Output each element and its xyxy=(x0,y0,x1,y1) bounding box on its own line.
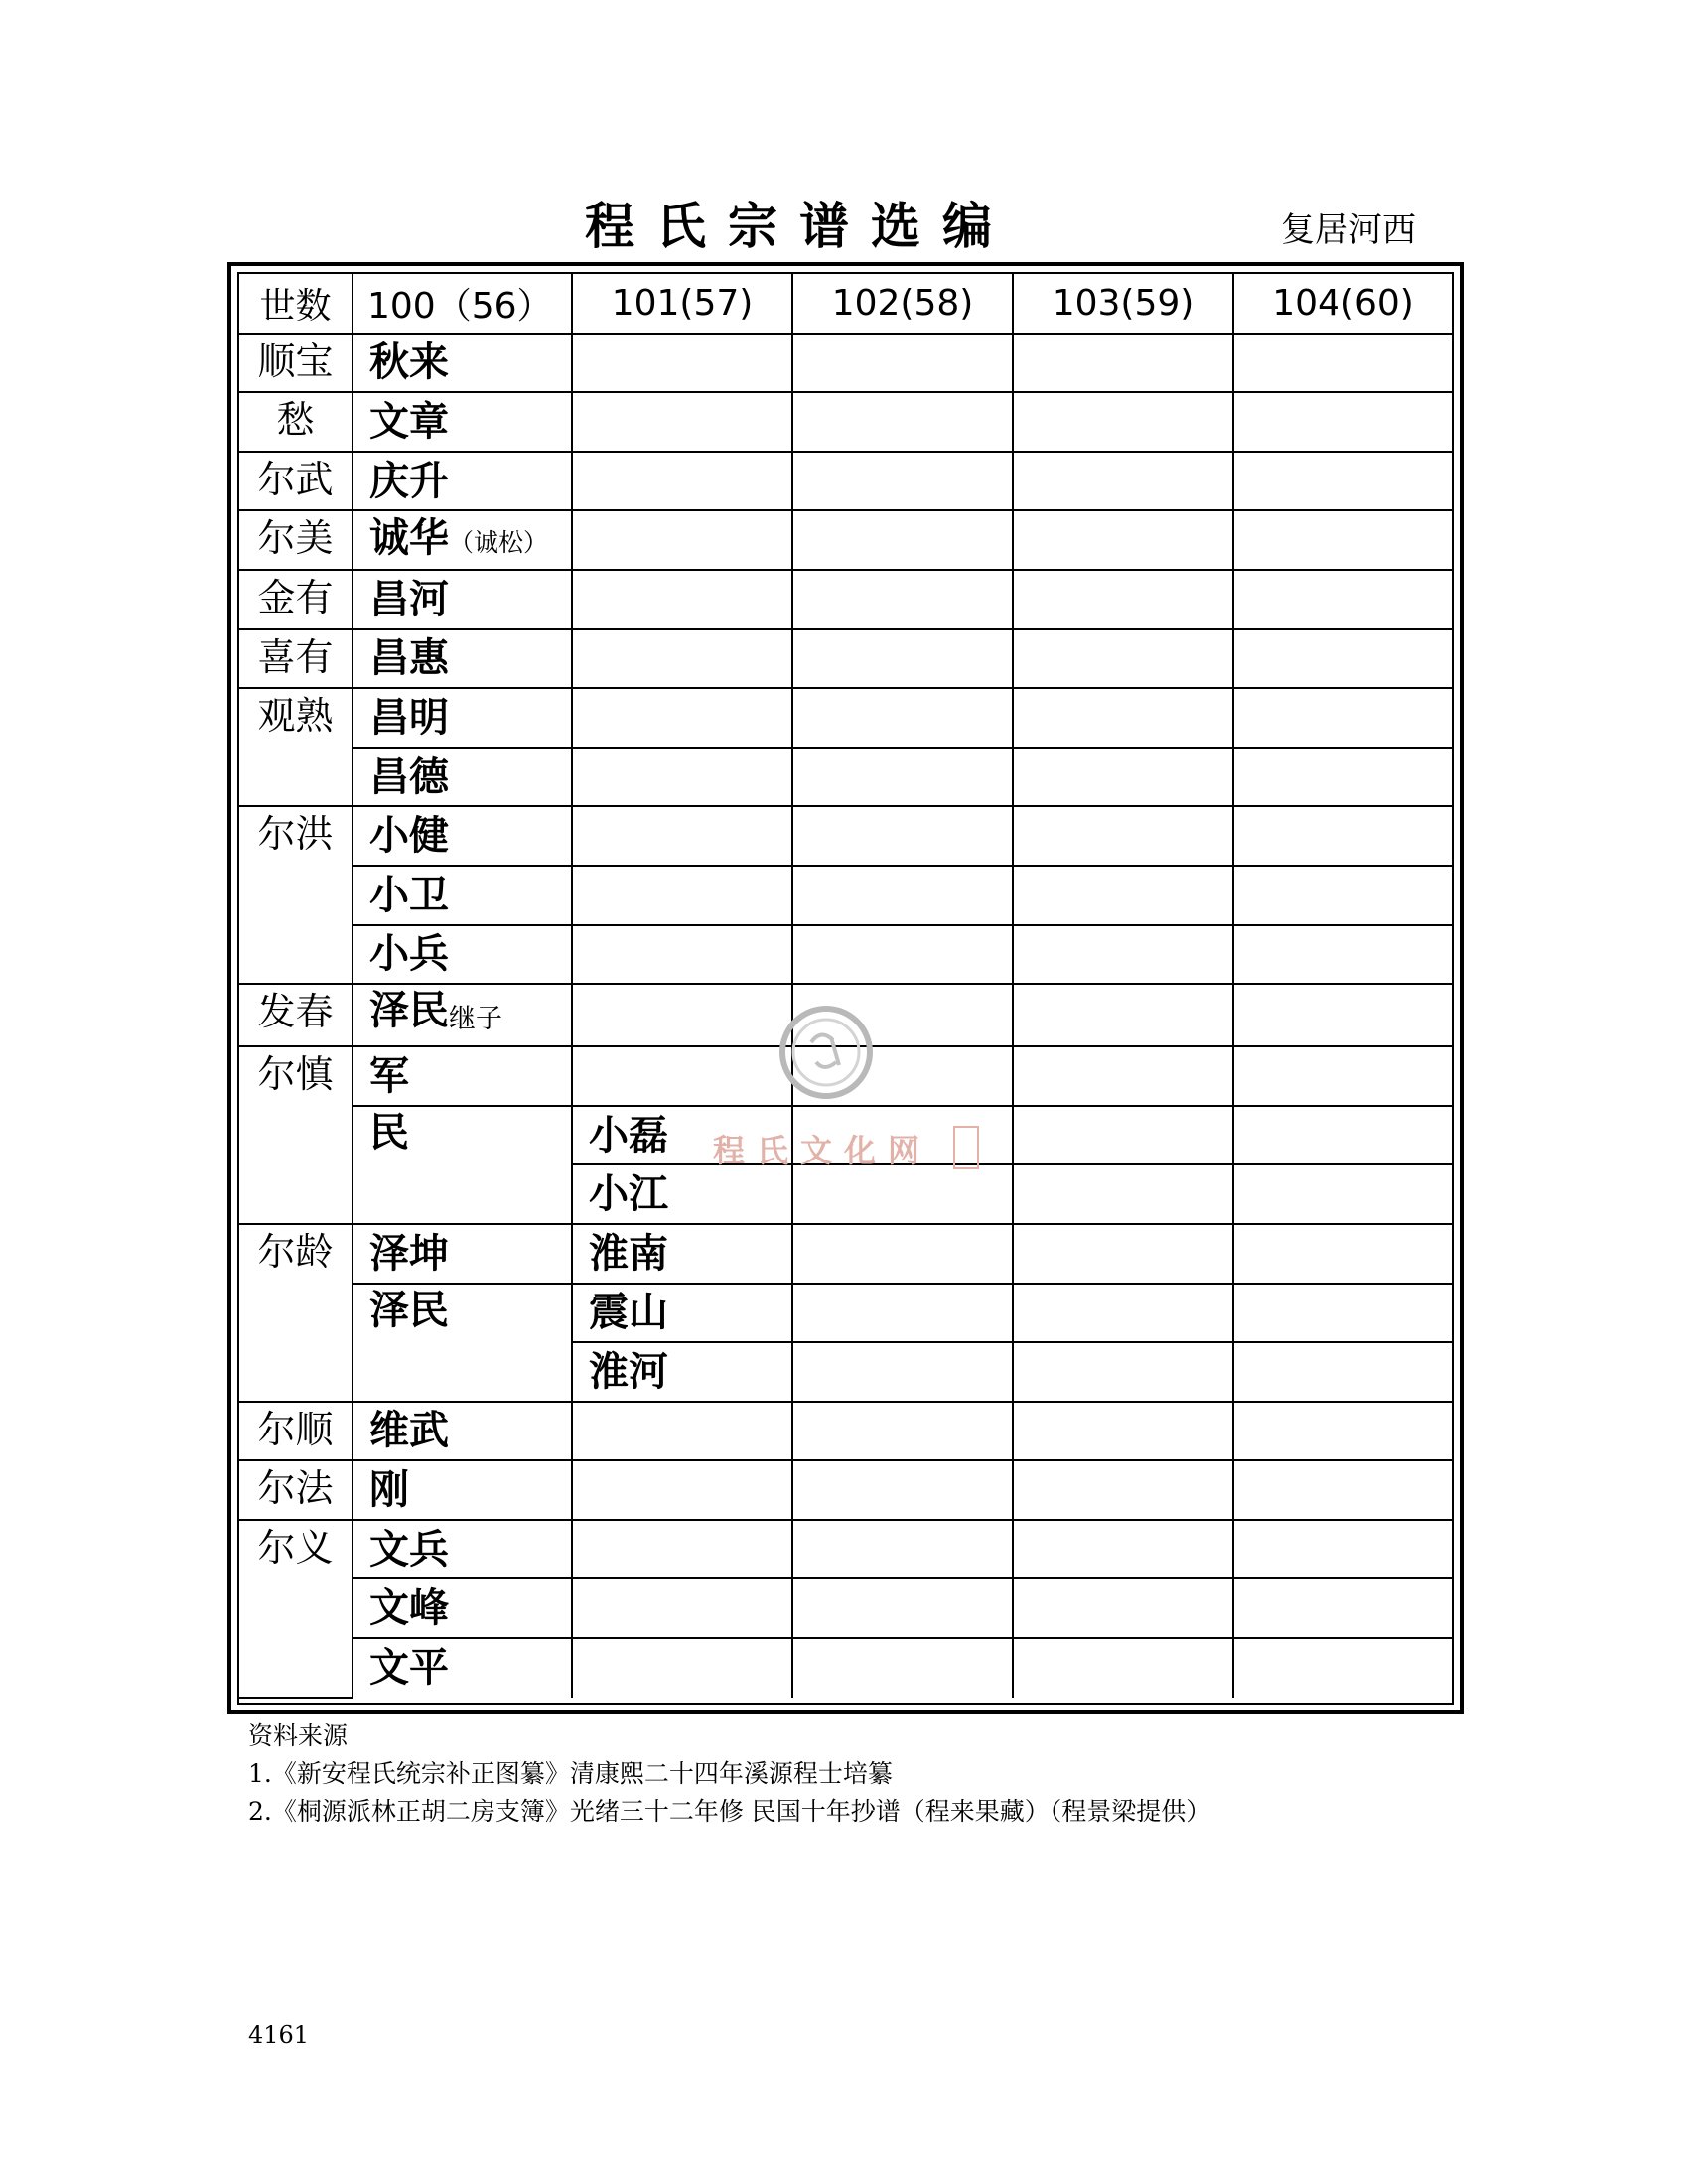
gen101-name-cell xyxy=(572,1578,792,1638)
table-row xyxy=(239,1578,1452,1638)
empty-cell xyxy=(1013,1638,1233,1698)
empty-cell xyxy=(1013,1520,1233,1579)
gen101-name-cell xyxy=(572,1520,792,1579)
empty-cell xyxy=(1233,688,1452,748)
gen101-name-cell xyxy=(572,334,792,393)
table-row xyxy=(239,334,1452,393)
table-row xyxy=(239,1520,1452,1579)
empty-cell xyxy=(1233,984,1452,1046)
table-row xyxy=(239,1638,1452,1698)
empty-cell xyxy=(1013,748,1233,807)
name-note: （诚松） xyxy=(449,527,549,557)
table-row xyxy=(239,392,1452,452)
parent-cell: 喜有 xyxy=(239,629,352,689)
sources-section xyxy=(248,1717,1210,1831)
empty-cell xyxy=(792,1342,1013,1402)
header-generation-3: 102(58) xyxy=(792,274,1013,334)
parent-cell: 顺宝 xyxy=(239,334,352,393)
branch-subtitle: 复居河西 xyxy=(1281,210,1416,250)
gen100-name-cell xyxy=(352,1284,572,1402)
parent-cell: 尔义 xyxy=(239,1520,352,1698)
gen100-name-cell xyxy=(352,925,572,985)
empty-cell xyxy=(1013,984,1233,1046)
empty-cell xyxy=(1013,1402,1233,1461)
gen100-name: 文平 xyxy=(369,1645,449,1692)
gen101-name-cell: 小磊 xyxy=(572,1106,792,1165)
empty-cell xyxy=(1233,1224,1452,1284)
empty-cell xyxy=(1013,806,1233,866)
gen101-name-cell xyxy=(572,984,792,1046)
gen100-name: 文章 xyxy=(369,398,449,445)
gen100-name-cell xyxy=(352,806,572,866)
empty-cell xyxy=(1013,570,1233,629)
empty-cell xyxy=(1013,1046,1233,1106)
gen100-name: 文兵 xyxy=(369,1526,449,1572)
empty-cell xyxy=(792,334,1013,393)
gen100-name: 民 xyxy=(369,1109,409,1156)
gen100-name: 泽民 xyxy=(369,1287,449,1333)
gen101-name-cell xyxy=(572,688,792,748)
table-row xyxy=(239,510,1452,570)
parent-cell: 尔武 xyxy=(239,452,352,511)
gen100-name-cell xyxy=(352,1046,572,1106)
empty-cell xyxy=(792,1520,1013,1579)
empty-cell xyxy=(1013,925,1233,985)
empty-cell xyxy=(1233,1402,1452,1461)
source-item: 1.《新安程氏统宗补正图纂》清康熙二十四年溪源程士培纂 xyxy=(248,1759,893,1788)
empty-cell xyxy=(792,510,1013,570)
table-row xyxy=(239,1402,1452,1461)
empty-cell xyxy=(1233,925,1452,985)
gen101-name-cell: 淮南 xyxy=(572,1224,792,1284)
empty-cell xyxy=(792,866,1013,925)
watermark-text: 程氏文化网 xyxy=(713,1132,932,1169)
empty-cell xyxy=(792,1460,1013,1520)
empty-cell xyxy=(1013,510,1233,570)
seal-watermark-icon xyxy=(776,1003,876,1102)
gen100-name: 刚 xyxy=(369,1467,409,1514)
gen101-name-cell xyxy=(572,748,792,807)
gen100-name: 庆升 xyxy=(369,458,449,504)
gen100-name: 维武 xyxy=(369,1408,449,1454)
gen101-name-cell xyxy=(572,629,792,689)
empty-cell xyxy=(1013,334,1233,393)
empty-cell xyxy=(792,392,1013,452)
gen100-name: 诚华 xyxy=(369,514,449,561)
parent-cell: 愁 xyxy=(239,392,352,452)
gen101-name-cell: 小江 xyxy=(572,1164,792,1224)
parent-cell: 金有 xyxy=(239,570,352,629)
empty-cell xyxy=(1233,1284,1452,1343)
header-generation-1: 100（56） xyxy=(352,274,572,334)
empty-cell xyxy=(1013,688,1233,748)
empty-cell xyxy=(792,1638,1013,1698)
empty-cell xyxy=(792,748,1013,807)
empty-cell xyxy=(792,1578,1013,1638)
gen101-name-cell xyxy=(572,392,792,452)
gen100-name: 昌德 xyxy=(369,753,449,800)
gen101-name-cell xyxy=(572,1402,792,1461)
gen100-name: 昌明 xyxy=(369,694,449,741)
gen100-name-cell xyxy=(352,984,572,1046)
gen100-name: 昌河 xyxy=(369,576,449,622)
gen101-name-cell xyxy=(572,1046,792,1106)
empty-cell xyxy=(792,925,1013,985)
genealogy-table-frame xyxy=(227,262,1464,1714)
empty-cell xyxy=(792,688,1013,748)
gen100-name: 泽坤 xyxy=(369,1230,449,1277)
gen100-name-cell xyxy=(352,570,572,629)
table-header-row xyxy=(239,274,1452,334)
empty-cell xyxy=(1013,1224,1233,1284)
gen100-name-cell xyxy=(352,392,572,452)
parent-cell: 观熟 xyxy=(239,688,352,806)
table-row xyxy=(239,1224,1452,1284)
gen100-name: 泽民 xyxy=(369,988,449,1034)
gen100-name-cell xyxy=(352,866,572,925)
gen101-name-cell xyxy=(572,1460,792,1520)
header-generation-label: 世数 xyxy=(239,274,352,334)
watermark-stamp-icon xyxy=(953,1126,979,1169)
empty-cell xyxy=(1233,1164,1452,1224)
parent-cell: 尔法 xyxy=(239,1460,352,1520)
gen101-name-cell xyxy=(572,1638,792,1698)
empty-cell xyxy=(1233,1342,1452,1402)
empty-cell xyxy=(1233,806,1452,866)
gen101-name-cell xyxy=(572,570,792,629)
empty-cell xyxy=(792,629,1013,689)
gen101-name-cell xyxy=(572,452,792,511)
page-title: 程氏宗谱选编 xyxy=(585,197,1014,255)
empty-cell xyxy=(1013,392,1233,452)
empty-cell xyxy=(1233,1578,1452,1638)
table-row xyxy=(239,688,1452,748)
empty-cell xyxy=(1233,1046,1452,1106)
gen101-name-cell xyxy=(572,925,792,985)
parent-cell: 尔龄 xyxy=(239,1224,352,1402)
empty-cell xyxy=(1013,866,1233,925)
table-row xyxy=(239,629,1452,689)
empty-cell xyxy=(1013,1164,1233,1224)
empty-cell xyxy=(792,570,1013,629)
table-row xyxy=(239,1460,1452,1520)
gen100-name-cell xyxy=(352,510,572,570)
empty-cell xyxy=(1233,452,1452,511)
gen100-name-cell xyxy=(352,629,572,689)
empty-cell xyxy=(1013,629,1233,689)
empty-cell xyxy=(1013,452,1233,511)
gen100-name: 昌惠 xyxy=(369,635,449,682)
gen100-name-cell xyxy=(352,1460,572,1520)
parent-cell: 尔慎 xyxy=(239,1046,352,1224)
empty-cell xyxy=(1233,1460,1452,1520)
table-row xyxy=(239,925,1452,985)
table-row xyxy=(239,1284,1452,1343)
source-item: 2.《桐源派林正胡二房支簿》光绪三十二年修 民国十年抄谱（程来果藏）（程景梁提供） xyxy=(248,1797,1211,1826)
empty-cell xyxy=(792,1284,1013,1343)
empty-cell xyxy=(1233,1638,1452,1698)
empty-cell xyxy=(1233,510,1452,570)
empty-cell xyxy=(1233,866,1452,925)
empty-cell xyxy=(1013,1284,1233,1343)
gen100-name-cell xyxy=(352,1578,572,1638)
gen101-name-cell xyxy=(572,510,792,570)
empty-cell xyxy=(1233,748,1452,807)
empty-cell xyxy=(1233,570,1452,629)
table-row xyxy=(239,866,1452,925)
empty-cell xyxy=(792,452,1013,511)
gen100-name-cell xyxy=(352,688,572,748)
empty-cell xyxy=(1013,1106,1233,1165)
empty-cell xyxy=(1013,1578,1233,1638)
table-row xyxy=(239,748,1452,807)
gen100-name: 军 xyxy=(369,1052,409,1099)
gen100-name-cell xyxy=(352,452,572,511)
empty-cell xyxy=(1233,1106,1452,1165)
empty-cell xyxy=(1013,1342,1233,1402)
empty-cell xyxy=(1233,392,1452,452)
genealogy-table-inner xyxy=(237,272,1454,1705)
parent-cell: 尔美 xyxy=(239,510,352,570)
gen100-name-cell xyxy=(352,334,572,393)
page-number: 4161 xyxy=(248,2021,310,2049)
gen100-name: 小健 xyxy=(369,813,449,860)
gen100-name-cell xyxy=(352,1224,572,1284)
empty-cell xyxy=(792,806,1013,866)
gen101-name-cell xyxy=(572,806,792,866)
parent-cell: 尔顺 xyxy=(239,1402,352,1461)
gen100-name: 小兵 xyxy=(369,931,449,978)
table-row xyxy=(239,570,1452,629)
gen100-name-cell xyxy=(352,1402,572,1461)
gen100-name: 文峰 xyxy=(369,1585,449,1632)
genealogy-table xyxy=(239,274,1452,1699)
table-row xyxy=(239,806,1452,866)
empty-cell xyxy=(1013,1460,1233,1520)
header-generation-2: 101(57) xyxy=(572,274,792,334)
empty-cell xyxy=(792,1164,1013,1224)
genealogy-table-body xyxy=(239,274,1452,1698)
gen100-name-cell xyxy=(352,1106,572,1224)
empty-cell xyxy=(1233,629,1452,689)
parent-cell: 尔洪 xyxy=(239,806,352,984)
gen100-name-cell xyxy=(352,1638,572,1698)
empty-cell xyxy=(1233,334,1452,393)
gen101-name-cell xyxy=(572,866,792,925)
gen101-name-cell: 震山 xyxy=(572,1284,792,1343)
gen100-name: 小卫 xyxy=(369,872,449,918)
parent-cell: 发春 xyxy=(239,984,352,1046)
empty-cell xyxy=(792,1402,1013,1461)
empty-cell xyxy=(1233,1520,1452,1579)
sources-heading: 资料来源 xyxy=(248,1721,349,1750)
name-note: 继子 xyxy=(449,1004,502,1035)
gen101-name-cell: 淮河 xyxy=(572,1342,792,1402)
header-generation-4: 103(59) xyxy=(1013,274,1233,334)
empty-cell xyxy=(792,1224,1013,1284)
gen100-name-cell xyxy=(352,748,572,807)
gen100-name: 秋来 xyxy=(369,340,449,386)
table-row xyxy=(239,452,1452,511)
header-generation-5: 104(60) xyxy=(1233,274,1452,334)
gen100-name-cell xyxy=(352,1520,572,1579)
